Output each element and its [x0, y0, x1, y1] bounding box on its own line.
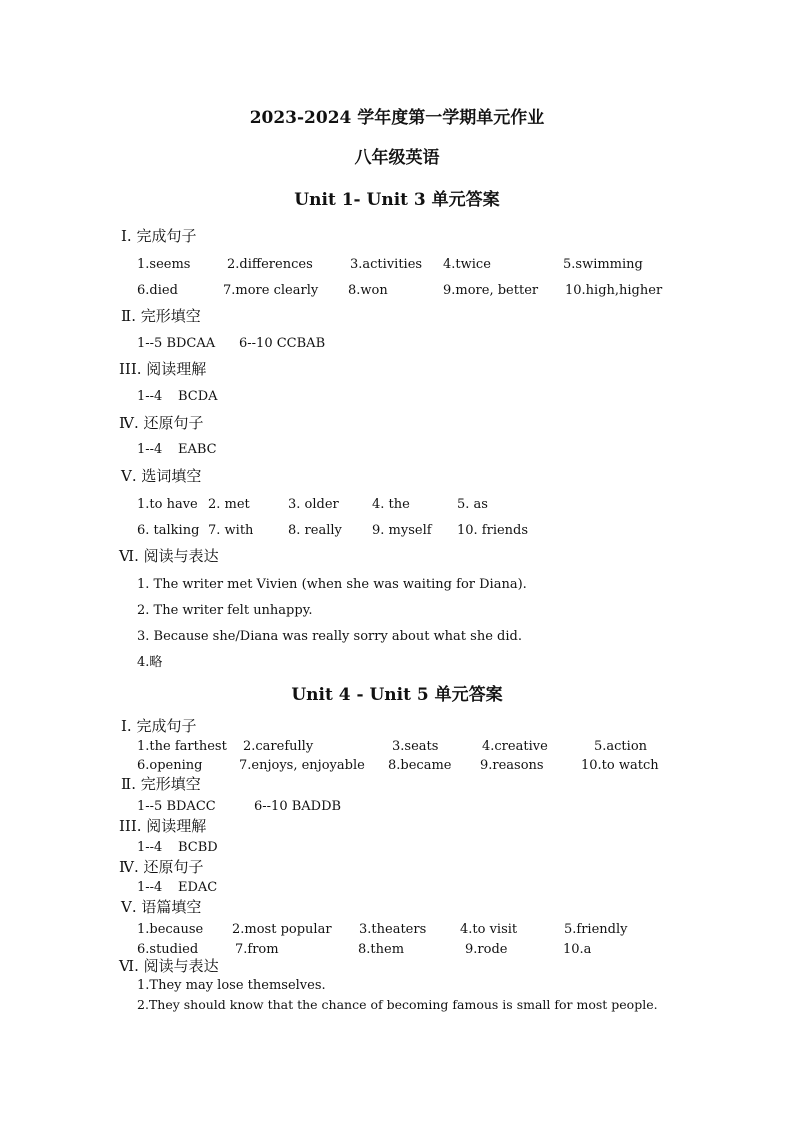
- part1-s4-title: Ⅳ. 还原句子: [119, 414, 204, 432]
- answer: 9. myself: [372, 523, 432, 538]
- answer: 2.carefully: [243, 739, 314, 754]
- answer-line: 3. Because she/Diana was really sorry about what she did.: [137, 629, 522, 644]
- part1-heading: Unit 1- Unit 3 单元答案: [294, 190, 500, 210]
- answer: 1.the farthest: [137, 739, 227, 754]
- answer: 2.most popular: [232, 922, 332, 937]
- part2-s2-title: Ⅱ. 完形填空: [121, 775, 201, 793]
- answer: 1--4: [137, 442, 163, 457]
- document-subtitle: 八年级英语: [354, 148, 440, 168]
- answer: BCDA: [178, 389, 218, 404]
- answer: 4.creative: [482, 739, 548, 754]
- answer: EABC: [178, 442, 217, 457]
- part1-s5-title: Ⅴ. 选词填空: [121, 467, 202, 485]
- answer-line: 4.略: [137, 655, 163, 670]
- answer: 1.because: [137, 922, 204, 937]
- answer: 8.them: [358, 942, 405, 957]
- answer: EDAC: [178, 880, 218, 895]
- answer: 6.studied: [137, 942, 199, 957]
- answer: BCBD: [178, 840, 218, 855]
- answer: 8.became: [388, 758, 452, 773]
- part2-s1-title: Ⅰ. 完成句子: [121, 717, 197, 735]
- answer-line: 2.They should know that the chance of becoming famous is small for most people.: [137, 997, 658, 1012]
- answer-line: 2. The writer felt unhappy.: [137, 603, 313, 618]
- answer: 3. older: [288, 497, 339, 512]
- answer: 1.to have: [137, 497, 198, 512]
- answer: 1--5 BDCAA: [137, 336, 216, 351]
- answer: 3.activities: [350, 257, 423, 272]
- answer: 6.opening: [137, 758, 203, 773]
- answer: 5. as: [457, 497, 488, 512]
- part1-s1-title: Ⅰ. 完成句子: [121, 227, 197, 245]
- part1-s3-title: III. 阅读理解: [119, 360, 207, 378]
- answer: 10.to watch: [581, 758, 659, 773]
- answer: 1--4: [137, 840, 163, 855]
- part2-s6-title: Ⅵ. 阅读与表达: [119, 957, 219, 975]
- answer: 4. the: [372, 497, 410, 512]
- part1-s2-title: Ⅱ. 完形填空: [121, 307, 201, 325]
- answer: 10.high,higher: [565, 283, 663, 298]
- answer: 8. really: [288, 523, 342, 538]
- answer-line: 1.They may lose themselves.: [137, 978, 326, 993]
- answer: 5.swimming: [563, 257, 643, 272]
- answer: 7.enjoys, enjoyable: [239, 758, 365, 773]
- answer: 1--4: [137, 389, 163, 404]
- answer: 4.to visit: [460, 922, 518, 937]
- answer: 6--10 CCBAB: [239, 336, 326, 351]
- answer: 8.won: [348, 283, 388, 298]
- answer: 2.differences: [227, 257, 313, 272]
- answer: 5.action: [594, 739, 648, 754]
- part2-s5-title: Ⅴ. 语篇填空: [121, 898, 202, 916]
- answer: 1--4: [137, 880, 163, 895]
- part2-s3-title: III. 阅读理解: [119, 817, 207, 835]
- answer: 1--5 BDACC: [137, 799, 216, 814]
- answer: 9.more, better: [443, 283, 539, 298]
- answer: 10.a: [563, 942, 592, 957]
- part2-s4-title: Ⅳ. 还原句子: [119, 858, 204, 876]
- answer: 9.reasons: [480, 758, 544, 773]
- answer: 3.seats: [392, 739, 439, 754]
- answer: 2. met: [208, 497, 250, 512]
- answer: 6. talking: [137, 523, 200, 538]
- answer: 9.rode: [465, 942, 508, 957]
- answer: 1.seems: [137, 257, 191, 272]
- answer: 6.died: [137, 283, 178, 298]
- document-title: 2023-2024 学年度第一学期单元作业: [249, 108, 545, 128]
- answer: 7.from: [235, 942, 279, 957]
- part2-heading: Unit 4 - Unit 5 单元答案: [291, 685, 503, 705]
- answer: 6--10 BADDB: [254, 799, 342, 814]
- answer: 10. friends: [457, 523, 529, 538]
- answer: 7.more clearly: [223, 283, 319, 298]
- answer: 4.twice: [443, 257, 491, 272]
- part1-s6-title: Ⅵ. 阅读与表达: [119, 547, 219, 565]
- answer: 7. with: [208, 523, 254, 538]
- answer-line: 1. The writer met Vivien (when she was waiting for Diana).: [137, 577, 527, 592]
- answer: 3.theaters: [359, 922, 427, 937]
- answer: 5.friendly: [564, 922, 628, 937]
